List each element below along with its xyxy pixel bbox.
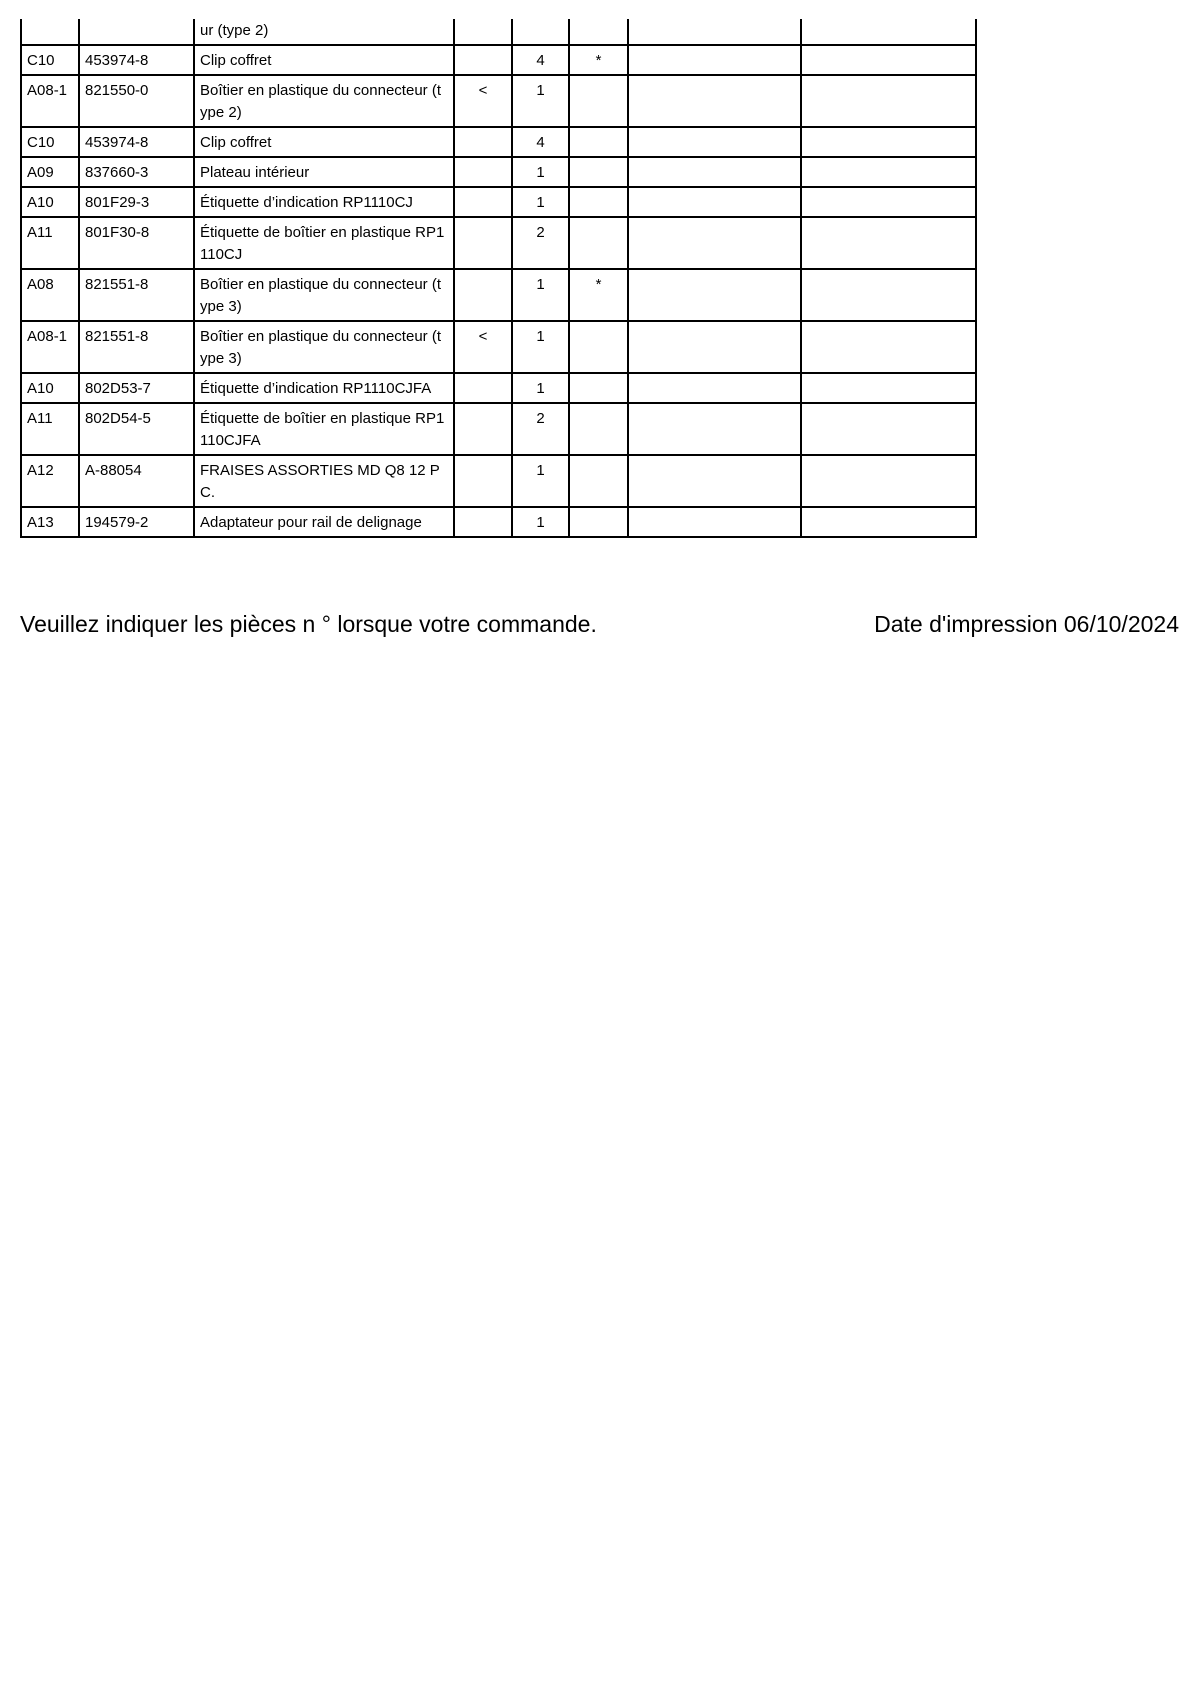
cell-note bbox=[569, 217, 628, 269]
cell-col8 bbox=[801, 269, 976, 321]
table-row bbox=[21, 187, 976, 217]
cell-col8 bbox=[801, 373, 976, 403]
cell-note bbox=[569, 455, 628, 507]
parts-table-body bbox=[21, 19, 976, 537]
cell-part-no: 194579-2 bbox=[79, 507, 194, 537]
cell-col8 bbox=[801, 507, 976, 537]
cell-part-no: 802D53-7 bbox=[79, 373, 194, 403]
cell-qty: 1 bbox=[512, 507, 569, 537]
cell-qty: 1 bbox=[512, 455, 569, 507]
cell-note bbox=[569, 403, 628, 455]
cell-description: Étiquette d’indication RP1110CJ bbox=[194, 187, 454, 217]
cell-item: A10 bbox=[21, 187, 79, 217]
table-row bbox=[21, 157, 976, 187]
cell-part-no: 801F29-3 bbox=[79, 187, 194, 217]
cell-note bbox=[569, 19, 628, 45]
cell-description: Étiquette de boîtier en plastique RP1110CJ bbox=[194, 217, 454, 269]
cell-note bbox=[569, 507, 628, 537]
cell-qty: 2 bbox=[512, 217, 569, 269]
cell-note bbox=[569, 157, 628, 187]
cell-part-no: 821551-8 bbox=[79, 321, 194, 373]
cell-part-no: 821550-0 bbox=[79, 75, 194, 127]
cell-col8 bbox=[801, 157, 976, 187]
cell-description: Boîtier en plastique du connecteur (type 3) bbox=[194, 321, 454, 373]
cell-qty: 1 bbox=[512, 157, 569, 187]
cell-col7 bbox=[628, 507, 801, 537]
cell-mark bbox=[454, 217, 512, 269]
cell-note bbox=[569, 373, 628, 403]
cell-mark bbox=[454, 127, 512, 157]
cell-col7 bbox=[628, 45, 801, 75]
cell-mark: < bbox=[454, 75, 512, 127]
cell-description: ur (type 2) bbox=[194, 19, 454, 45]
table-row bbox=[21, 507, 976, 537]
cell-col7 bbox=[628, 127, 801, 157]
cell-note bbox=[569, 127, 628, 157]
cell-col7 bbox=[628, 455, 801, 507]
cell-mark bbox=[454, 187, 512, 217]
cell-col7 bbox=[628, 217, 801, 269]
cell-part-no bbox=[79, 19, 194, 45]
cell-col7 bbox=[628, 373, 801, 403]
cell-note bbox=[569, 187, 628, 217]
cell-mark: < bbox=[454, 321, 512, 373]
cell-part-no: 802D54-5 bbox=[79, 403, 194, 455]
table-row bbox=[21, 403, 976, 455]
cell-item: C10 bbox=[21, 127, 79, 157]
cell-item: A11 bbox=[21, 217, 79, 269]
cell-description: FRAISES ASSORTIES MD Q8 12 PC. bbox=[194, 455, 454, 507]
cell-item: A10 bbox=[21, 373, 79, 403]
cell-part-no: A-88054 bbox=[79, 455, 194, 507]
table-row bbox=[21, 455, 976, 507]
cell-description: Clip coffret bbox=[194, 127, 454, 157]
cell-item: A13 bbox=[21, 507, 79, 537]
cell-col8 bbox=[801, 45, 976, 75]
cell-item: A08 bbox=[21, 269, 79, 321]
cell-col8 bbox=[801, 19, 976, 45]
cell-item bbox=[21, 19, 79, 45]
cell-col8 bbox=[801, 75, 976, 127]
cell-qty: 1 bbox=[512, 321, 569, 373]
cell-col7 bbox=[628, 75, 801, 127]
cell-mark bbox=[454, 269, 512, 321]
cell-item: A12 bbox=[21, 455, 79, 507]
cell-qty bbox=[512, 19, 569, 45]
cell-qty: 1 bbox=[512, 373, 569, 403]
cell-mark bbox=[454, 507, 512, 537]
cell-col8 bbox=[801, 217, 976, 269]
cell-item: C10 bbox=[21, 45, 79, 75]
cell-part-no: 453974-8 bbox=[79, 127, 194, 157]
cell-part-no: 801F30-8 bbox=[79, 217, 194, 269]
table-row bbox=[21, 321, 976, 373]
cell-note: * bbox=[569, 45, 628, 75]
cell-mark bbox=[454, 45, 512, 75]
footer-order-note: Veuillez indiquer les pièces n ° lorsque votre commande. bbox=[20, 611, 597, 637]
cell-description: Boîtier en plastique du connecteur (type 3) bbox=[194, 269, 454, 321]
cell-item: A08-1 bbox=[21, 75, 79, 127]
cell-description: Plateau intérieur bbox=[194, 157, 454, 187]
cell-col8 bbox=[801, 403, 976, 455]
cell-part-no: 453974-8 bbox=[79, 45, 194, 75]
cell-col7 bbox=[628, 403, 801, 455]
cell-mark bbox=[454, 403, 512, 455]
parts-list-table bbox=[20, 19, 977, 538]
cell-note bbox=[569, 321, 628, 373]
cell-qty: 1 bbox=[512, 75, 569, 127]
cell-part-no: 837660-3 bbox=[79, 157, 194, 187]
cell-description: Étiquette de boîtier en plastique RP1110CJFA bbox=[194, 403, 454, 455]
cell-item: A09 bbox=[21, 157, 79, 187]
cell-col8 bbox=[801, 321, 976, 373]
cell-description: Boîtier en plastique du connecteur (type 2) bbox=[194, 75, 454, 127]
cell-description: Adaptateur pour rail de delignage bbox=[194, 507, 454, 537]
cell-col7 bbox=[628, 187, 801, 217]
table-row-continued bbox=[21, 19, 976, 45]
table-row bbox=[21, 75, 976, 127]
cell-col8 bbox=[801, 127, 976, 157]
cell-description: Clip coffret bbox=[194, 45, 454, 75]
cell-col8 bbox=[801, 455, 976, 507]
cell-item: A11 bbox=[21, 403, 79, 455]
cell-qty: 2 bbox=[512, 403, 569, 455]
table-row bbox=[21, 127, 976, 157]
cell-item: A08-1 bbox=[21, 321, 79, 373]
table-row bbox=[21, 269, 976, 321]
cell-qty: 1 bbox=[512, 187, 569, 217]
cell-note: * bbox=[569, 269, 628, 321]
cell-mark bbox=[454, 19, 512, 45]
cell-col7 bbox=[628, 157, 801, 187]
table-row bbox=[21, 217, 976, 269]
cell-qty: 4 bbox=[512, 127, 569, 157]
cell-qty: 4 bbox=[512, 45, 569, 75]
table-row bbox=[21, 45, 976, 75]
footer-print-date: Date d'impression 06/10/2024 bbox=[874, 611, 1179, 637]
cell-col7 bbox=[628, 321, 801, 373]
cell-qty: 1 bbox=[512, 269, 569, 321]
cell-col7 bbox=[628, 269, 801, 321]
table-row bbox=[21, 373, 976, 403]
cell-col7 bbox=[628, 19, 801, 45]
cell-description: Étiquette d’indication RP1110CJFA bbox=[194, 373, 454, 403]
cell-mark bbox=[454, 455, 512, 507]
cell-part-no: 821551-8 bbox=[79, 269, 194, 321]
cell-mark bbox=[454, 373, 512, 403]
cell-note bbox=[569, 75, 628, 127]
cell-mark bbox=[454, 157, 512, 187]
cell-col8 bbox=[801, 187, 976, 217]
